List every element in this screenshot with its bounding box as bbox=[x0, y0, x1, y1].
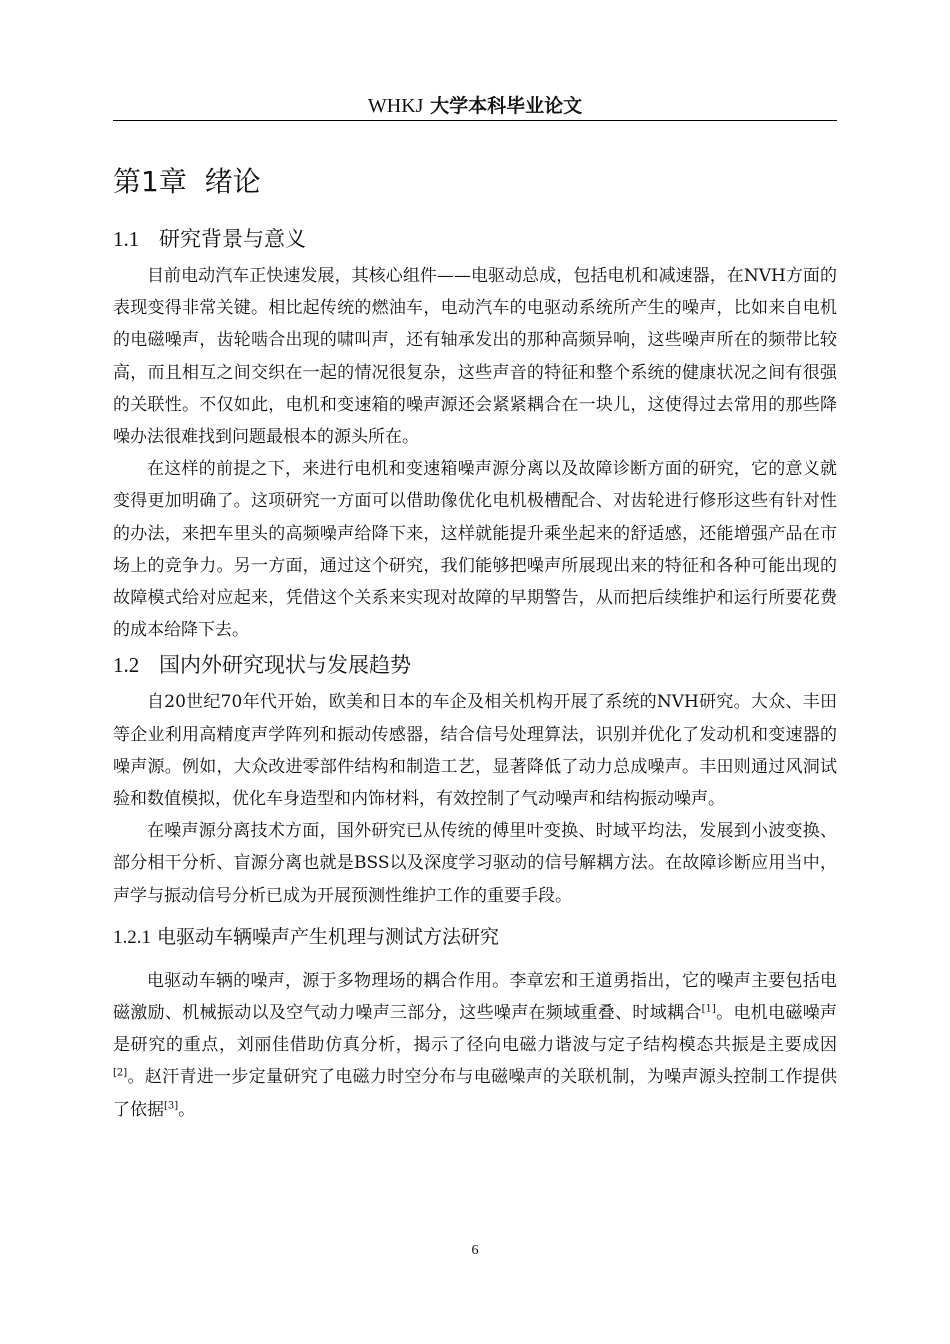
paragraph: 自20世纪70年代开始，欧美和日本的车企及相关机构开展了系统的NVH研究。大众、丰田等企业利用高精度声学阵列和振动传感器，结合信号处理算法，识别并优化了发动机和变速器的噪声源。例如，大众改进零部件结构和制造工艺，显著降低了动力总成噪声。丰田则通过风洞试验和数值模拟，优化车身造型和内饰材料，有效控制了气动噪声和结构振动噪声。 bbox=[113, 692, 837, 810]
citation-ref[interactable]: [3] bbox=[164, 1100, 179, 1112]
subsection-title-1-2-1 bbox=[113, 922, 837, 953]
text-segment: 。电机电磁噪声是研究的重点，刘丽佳借助仿真分析，揭示了径向电磁力谐波与定子结构模态共振是主要成因 bbox=[113, 1003, 838, 1056]
section-title-1-2 bbox=[113, 650, 837, 680]
subsection-name: 电驱动车辆噪声产生机理与测试方法研究 bbox=[157, 925, 500, 948]
paragraph: 目前电动汽车正快速发展，其核心组件——电驱动总成，包括电机和减速器，在NVH方面的表现变得非常关键。相比起传统的燃油车，电动汽车的电驱动系统所产生的噪声，比如来自电机的电磁噪声，齿轮啮合出现的啸叫声，还有轴承发出的那种高频异响，这些噪声所在的频带比较高，而且相互之间交织在一起的情况很复杂，这些声音的特征和整个系统的健康状况之间有很强的关联性。不仅如此，电机和变速箱的噪声源还会紧紧耦合在一块儿，这使得过去常用的那些降噪办法很难找到问题最根本的源头所在。 bbox=[113, 266, 837, 448]
paragraph: 在噪声源分离技术方面，国外研究已从传统的傅里叶变换、时域平均法，发展到小波变换、部分相干分析、盲源分离也就是BSS以及深度学习驱动的信号解耦方法。在故障诊断应用当中，声学与振动信号分析已成为开展预测性维护工作的重要手段。 bbox=[113, 821, 837, 906]
page-number: 6 bbox=[471, 1243, 479, 1258]
section-name: 国内外研究现状与发展趋势 bbox=[159, 653, 411, 678]
section-number: 1.1 bbox=[113, 227, 140, 251]
subsection-number: 1.2.1 bbox=[113, 926, 151, 948]
header-code: WHKJ bbox=[367, 95, 424, 117]
running-header bbox=[113, 88, 837, 121]
text-segment: 。赵汗青进一步定量研究了电磁力时空分布与电磁噪声的关联机制，为噪声源头控制工作提供了依据 bbox=[113, 1067, 837, 1120]
section-title-1-1 bbox=[113, 224, 837, 254]
section-name: 研究背景与意义 bbox=[159, 227, 306, 251]
text-segment: 。 bbox=[178, 1099, 196, 1120]
paragraph: 在这样的前提之下，来进行电机和变速箱噪声源分离以及故障诊断方面的研究，它的意义就变得更加明确了。这项研究一方面可以借助像优化电机极槽配合、对齿轮进行修形这些有针对性的办法，来把车里头的高频噪声给降下来，这样就能提升乘坐起来的舒适感，还能增强产品在市场上的竞争力。另一方面，通过这个研究，我们能够把噪声所展现出来的特征和各种可能出现的故障模式给对应起来，凭借这个关系来实现对故障的早期警告，从而把后续维护和运行所要花费的成本给降下去。 bbox=[113, 459, 837, 641]
section-number: 1.2 bbox=[113, 653, 140, 678]
text-segment: 电驱动车辆的噪声，源于多物理场的耦合作用。李章宏和王道勇指出，它的噪声主要包括电磁激励、机械振动以及空气动力噪声三部分，这些噪声在频域重叠、时域耦合 bbox=[113, 970, 837, 1024]
main-content bbox=[113, 162, 837, 1126]
chapter-title bbox=[113, 162, 837, 202]
citation-ref[interactable]: [2] bbox=[113, 1067, 128, 1079]
chapter-number: 第1章 bbox=[113, 165, 187, 198]
citation-ref[interactable]: [1] bbox=[701, 1003, 716, 1015]
header-university: 大学本科毕业论文 bbox=[430, 95, 583, 117]
paragraph-with-citations bbox=[113, 965, 837, 1126]
chapter-name: 绪论 bbox=[204, 165, 261, 198]
